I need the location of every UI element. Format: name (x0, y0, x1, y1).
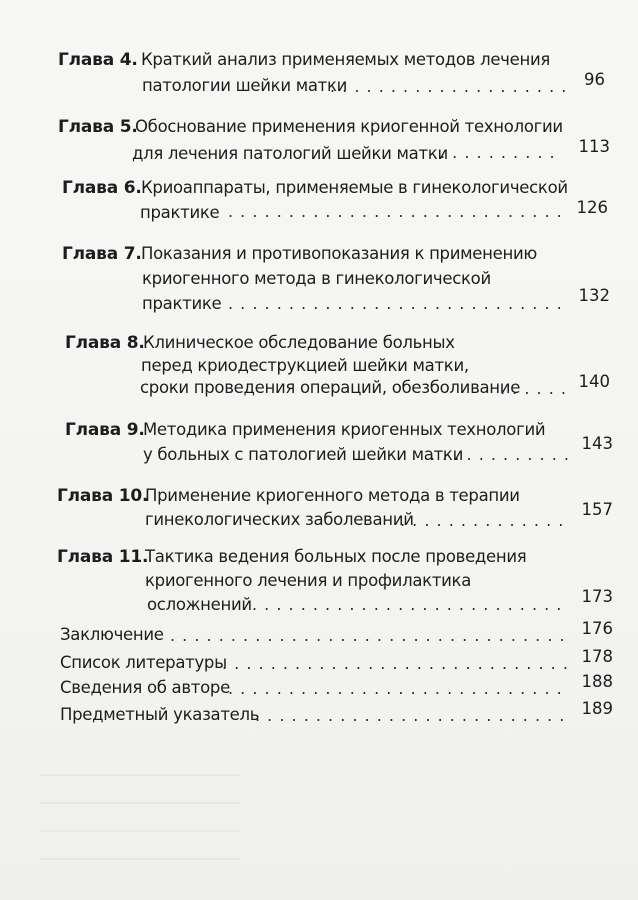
chapter-title-line: патологии шейки матки (142, 76, 348, 95)
chapter-label: Глава 8. (65, 333, 145, 353)
dot-leader (440, 141, 560, 165)
chapter-label: Глава 4. (58, 50, 138, 70)
page-number: 178 (581, 647, 613, 666)
chapter-title-line: осложнений (147, 595, 252, 614)
page-number: 132 (578, 286, 610, 305)
page-number: 143 (581, 434, 613, 453)
chapter-title-line: Клиническое обследование больных (143, 333, 455, 352)
dot-leader (228, 292, 564, 316)
chapter-title-line: Краткий анализ применяемых методов лечения (141, 50, 551, 69)
chapter-title-line: сроки проведения операций, обезболивание (140, 378, 521, 397)
chapter-title-line: криогенного метода в гинекологической (142, 269, 491, 288)
page-number: 188 (581, 672, 613, 691)
chapter-label: Глава 9. (65, 420, 145, 440)
entry-title: Сведения об авторе (60, 678, 230, 697)
chapter-label: Глава 6. (62, 178, 142, 198)
chapter-title-line: для лечения патологий шейки матки (132, 144, 448, 163)
chapter-title-line: практике (142, 294, 222, 313)
chapter-label: Глава 10. (57, 486, 149, 506)
chapter-title-line: Криоаппараты, применяемые в гинекологической (141, 178, 568, 197)
chapter-title-line: у больных с патологией шейки матки (143, 445, 464, 464)
bleed-through-texture (40, 760, 240, 870)
page-number: 189 (581, 699, 613, 718)
page-number: 96 (584, 70, 605, 89)
dot-leader (430, 443, 570, 467)
dot-leader (170, 624, 568, 648)
chapter-title-line: практике (140, 203, 220, 222)
dot-leader (228, 677, 568, 701)
dot-leader (222, 652, 568, 676)
dot-leader (252, 593, 570, 617)
dot-leader (228, 200, 564, 224)
chapter-title-line: Обоснование применения криогенной технологии (135, 117, 563, 136)
chapter-label: Глава 11. (57, 547, 149, 567)
entry-title: Список литературы (60, 653, 227, 672)
chapter-label: Глава 5. (58, 117, 138, 137)
page-number: 126 (576, 198, 608, 217)
dot-leader (400, 509, 570, 533)
page-number: 157 (581, 500, 613, 519)
dot-leader (330, 75, 570, 99)
chapter-title-line: Тактика ведения больных после проведения (145, 547, 527, 566)
chapter-title-line: криогенного лечения и профилактика (145, 571, 472, 590)
chapter-title-line: Показания и противопоказания к применению (141, 244, 537, 263)
entry-title: Предметный указатель (60, 705, 260, 724)
chapter-title-line: перед криодеструкцией шейки матки, (141, 356, 469, 375)
chapter-label: Глава 7. (62, 244, 142, 264)
page-number: 173 (581, 587, 613, 606)
chapter-title-line: Применение криогенного метода в терапии (145, 486, 520, 505)
entry-title: Заключение (60, 625, 164, 644)
chapter-title-line: Методика применения криогенных технологий (143, 420, 546, 439)
dot-leader (255, 704, 568, 728)
page-number: 176 (581, 619, 613, 638)
page-number: 113 (578, 137, 610, 156)
page-number: 140 (578, 372, 610, 391)
chapter-title-line: гинекологических заболеваний (145, 510, 414, 529)
